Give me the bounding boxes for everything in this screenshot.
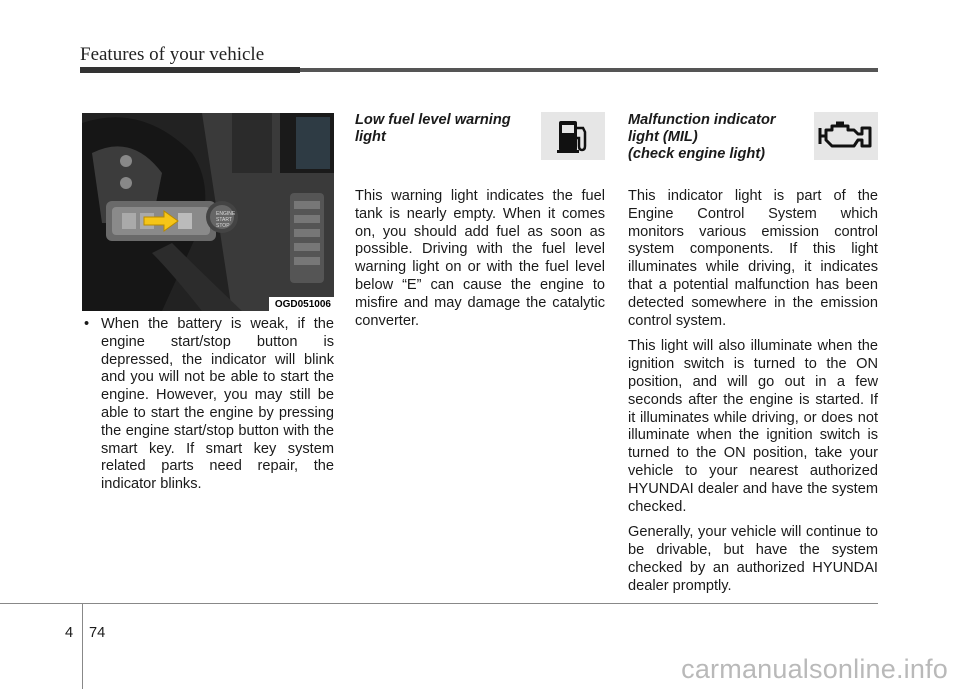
fuel-section: [355, 112, 605, 338]
list-item: [82, 316, 334, 494]
fuel-section-title: Low fuel level warning light: [355, 112, 511, 145]
mil-section-title: [628, 112, 808, 163]
mil-title-line: (check engine light): [628, 146, 766, 162]
left-column: [82, 316, 334, 494]
page-header-title: Features of your vehicle: [80, 44, 265, 65]
footer-rule: [0, 603, 878, 604]
mil-paragraph: This indicator light is part of the Engine Control System which monitors various emission control system components. If this light illuminates while driving, it indicates that a potential malfunction has been detected somewhere in the emission control system.: [628, 188, 878, 329]
page-number: 74: [89, 625, 106, 641]
svg-text:ENGINE: ENGINE: [216, 211, 236, 217]
fuel-paragraph: This warning light indicates the fuel tank is nearly empty. When it comes on, you should add fuel as soon as possible. Driving with the fuel level warning light on or with the fuel level below “E” can cause the engine to misfire and may damage the catalytic converter.: [355, 188, 605, 329]
fuel-section-heading: [355, 112, 605, 188]
chapter-number: 4: [65, 625, 74, 641]
dashboard-photo: [82, 113, 334, 311]
bullet-dot: •: [84, 316, 90, 332]
header-rule: [80, 68, 878, 72]
check-engine-icon: [814, 112, 878, 160]
page-number-divider: [82, 604, 83, 689]
battery-weak-note: When the battery is weak, if the engine start/stop button is depressed, the indicator will blink and you will not be able to start the engine. However, you may still be able to start the engine by pressing the engine start/stop button with the smart key. If smart key system related parts need repair, the indicator blinks.: [101, 316, 334, 493]
watermark-link[interactable]: carmanualsonline.info: [681, 654, 948, 684]
mil-section: [628, 112, 878, 604]
svg-text:STOP: STOP: [216, 223, 230, 229]
mil-paragraph: Generally, your vehicle will continue to be drivable, but have the system checked by an authorized HYUNDAI dealer promptly.: [628, 524, 878, 594]
mil-paragraph: This light will also illuminate when the ignition switch is turned to the ON position, and will go out in a few seconds after the engine is started. If it illuminates while driving, or does not illuminate when the ignition switch is turned to the ON position, take your vehicle to your nearest authorized HYUNDAI dealer and have the system checked.: [628, 338, 878, 515]
mil-title-line: Malfunction indicator: [628, 112, 776, 128]
fuel-pump-icon: [541, 112, 605, 160]
figure-code: OGD051006: [269, 297, 334, 311]
mil-section-heading: [628, 112, 878, 188]
dashboard-illustration: [82, 113, 334, 311]
svg-text:START: START: [216, 217, 232, 223]
mil-title-line: light (MIL): [628, 129, 698, 145]
